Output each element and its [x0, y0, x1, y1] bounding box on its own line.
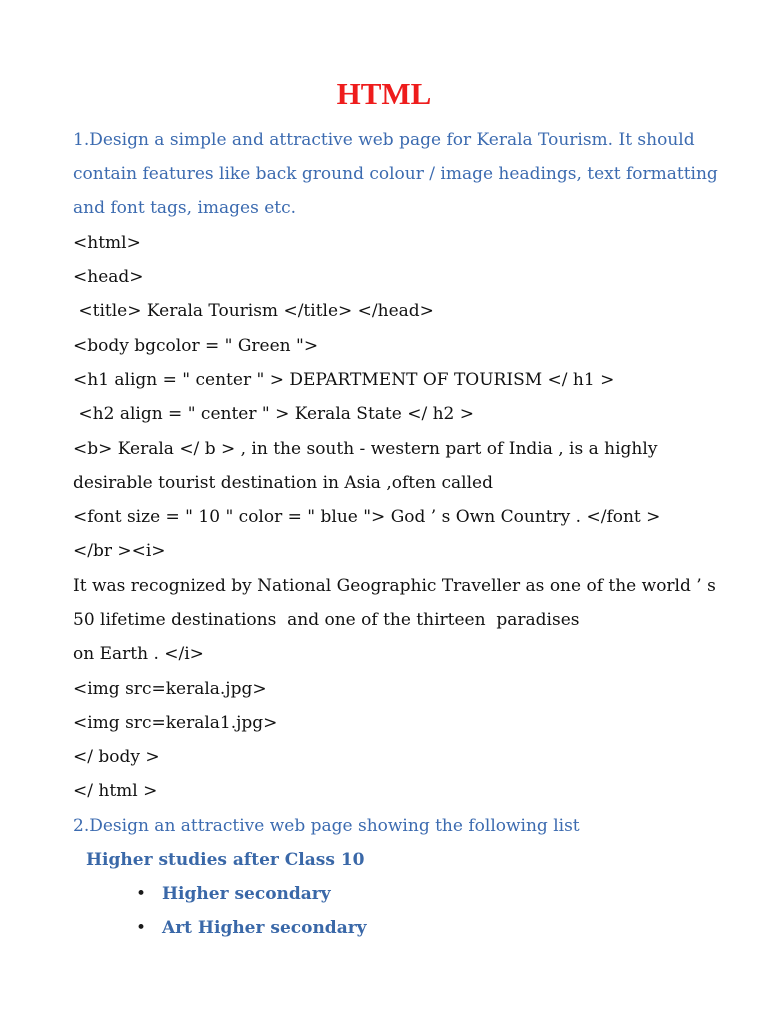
code-line: 50 lifetime destinations and one of the thirteen paradises [73, 610, 580, 630]
code-line: <head> [73, 267, 144, 287]
code-line: It was recognized by National Geographic Traveller as one of the world ’ s [73, 576, 716, 596]
code-line: desirable tourist destination in Asia ,often called [73, 473, 493, 493]
question-2: 2.Design an attractive web page showing the following list [73, 816, 580, 836]
list-item: Art Higher secondary [162, 918, 367, 938]
code-line: <html> [73, 233, 141, 253]
question-1-line-1: 1.Design a simple and attractive web page for Kerala Tourism. It should [73, 130, 695, 150]
code-line: </ html > [73, 781, 158, 801]
code-line: <h1 align = " center " > DEPARTMENT OF TOURISM </ h1 > [73, 370, 615, 390]
code-line: <b> Kerala </ b > , in the south - western part of India , is a highly [73, 439, 658, 459]
code-line: <img src=kerala.jpg> [73, 679, 267, 699]
code-line: </ body > [73, 747, 160, 767]
question-1-line-3: and font tags, images etc. [73, 198, 297, 218]
list-item: Higher secondary [162, 884, 331, 904]
code-line: <font size = " 10 " color = " blue "> God ’ s Own Country . </font > [73, 507, 661, 527]
bullet-marker: • [136, 884, 147, 904]
code-line: <title> Kerala Tourism </title> </head> [73, 301, 434, 321]
code-line: <h2 align = " center " > Kerala State </ h2 > [73, 404, 474, 424]
code-line: <img src=kerala1.jpg> [73, 713, 278, 733]
question-1-line-2: contain features like back ground colour / image headings, text formatting [73, 164, 718, 184]
code-line: on Earth . </i> [73, 644, 204, 664]
code-line: <body bgcolor = " Green "> [73, 336, 319, 356]
bullet-marker: • [136, 918, 147, 938]
code-line: </br ><i> [73, 541, 166, 561]
list-heading: Higher studies after Class 10 [86, 850, 365, 870]
document-title: HTML [336, 76, 432, 111]
